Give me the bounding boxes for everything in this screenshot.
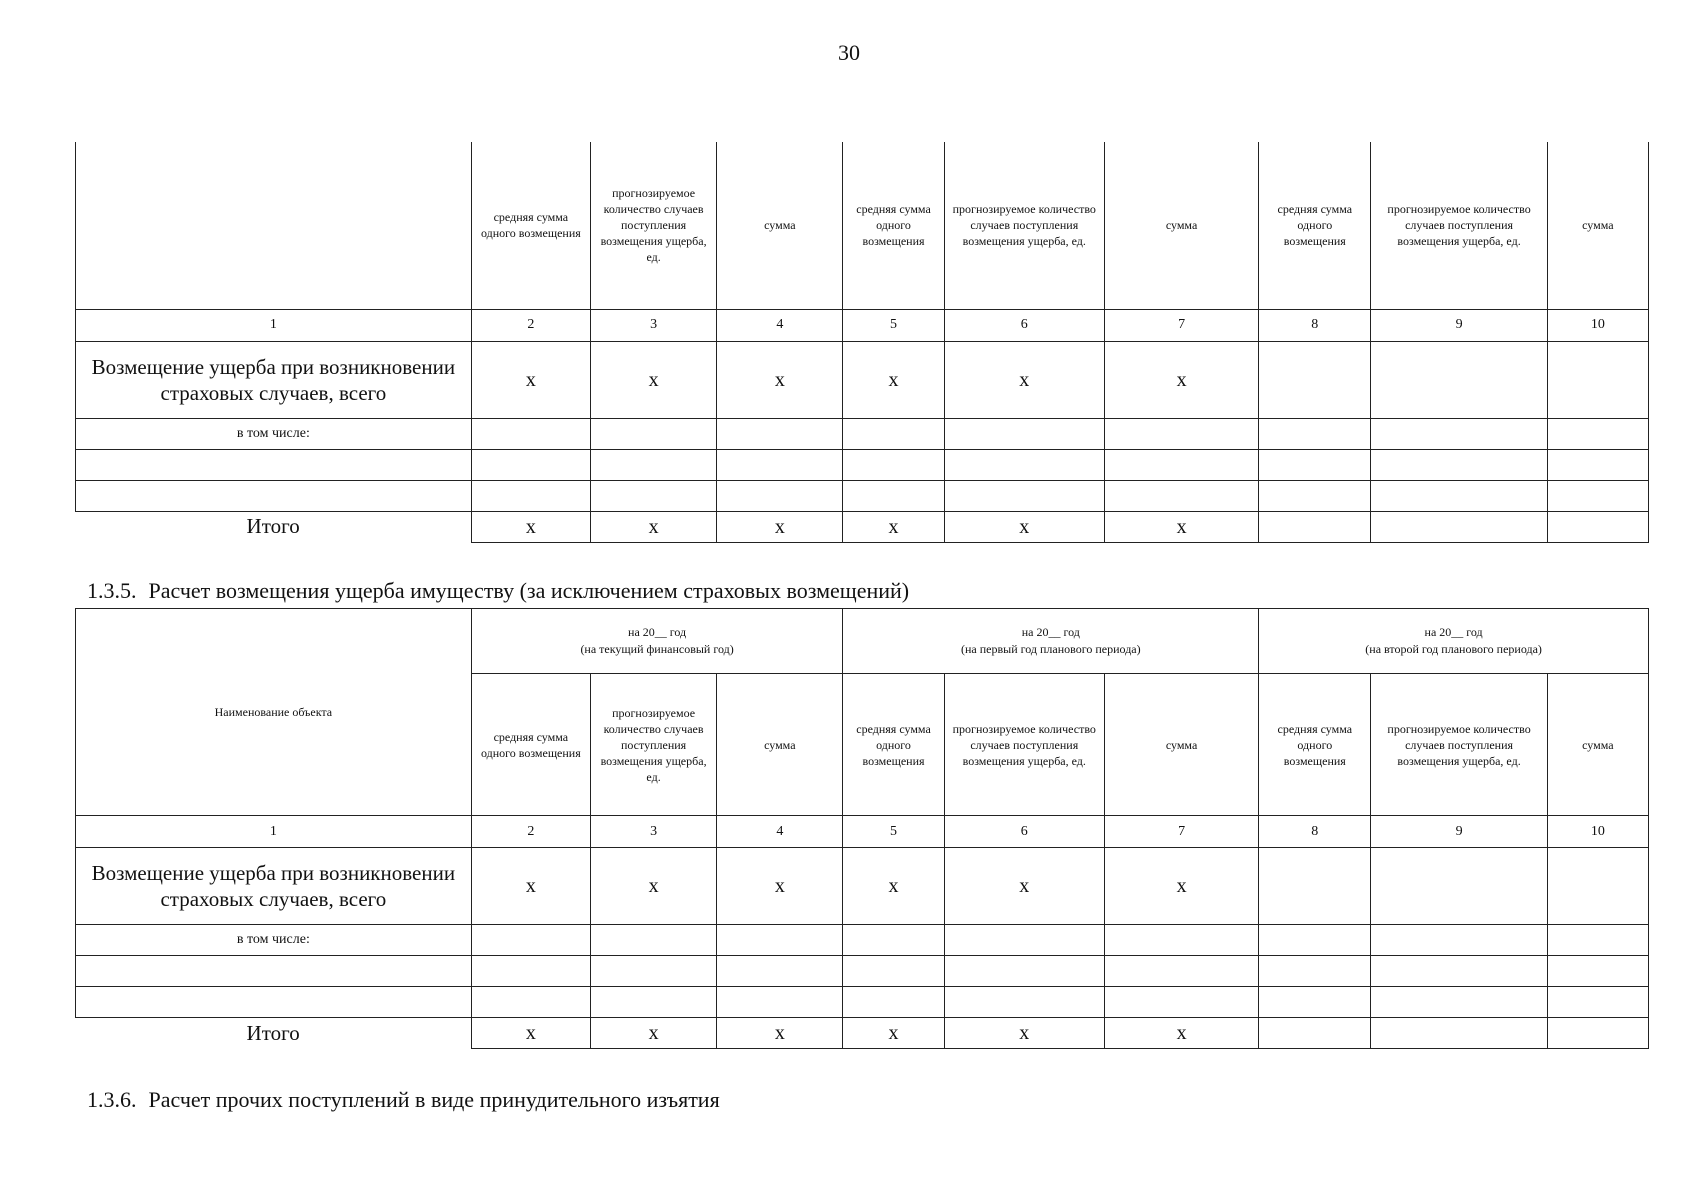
- value-cell: [1547, 848, 1648, 925]
- value-cell: [1259, 511, 1371, 542]
- x-mark: x: [590, 848, 716, 925]
- x-mark: x: [944, 511, 1104, 542]
- column-number: 2: [471, 816, 590, 848]
- value-cell: [1371, 1018, 1547, 1049]
- col-header: средняя сумма одного возмещения: [471, 674, 590, 816]
- value-cell: [1371, 848, 1547, 925]
- x-mark: x: [1104, 511, 1258, 542]
- section-title: Расчет возмещения ущерба имуществу (за исключением страховых возмещений): [148, 578, 910, 603]
- total-label: Итого: [76, 511, 472, 542]
- value-cell: [1259, 848, 1371, 925]
- col-header: прогнозируемое количество случаев поступления возмещения ущерба, ед.: [1371, 142, 1547, 309]
- period-header-row: [76, 609, 1649, 674]
- period-year: на 20__ год: [1021, 625, 1080, 639]
- period-description: (на второй год планового периода): [1365, 642, 1542, 656]
- total-row: [76, 511, 1649, 542]
- page-number: 30: [838, 40, 860, 65]
- value-cell: [1547, 1018, 1648, 1049]
- including-label: в том числе:: [76, 418, 472, 449]
- column-number: 7: [1104, 309, 1258, 341]
- column-number: 4: [717, 309, 843, 341]
- col-header: прогнозируемое количество случаев поступления возмещения ущерба, ед.: [590, 142, 716, 309]
- col-header: сумма: [1547, 142, 1648, 309]
- column-number: 5: [843, 816, 944, 848]
- section-number: 1.3.5.: [87, 578, 137, 603]
- column-number: 2: [471, 309, 590, 341]
- total-label: Итого: [76, 1018, 472, 1049]
- period-group-second-plan: [1259, 609, 1649, 674]
- column-number: 7: [1104, 816, 1258, 848]
- column-number: 6: [944, 309, 1104, 341]
- section-title: Расчет прочих поступлений в виде принудительного изъятия: [148, 1087, 720, 1112]
- x-mark: x: [1104, 341, 1258, 418]
- x-mark: x: [590, 341, 716, 418]
- empty-row: [76, 956, 1649, 987]
- damage-compensation-table-continued: [75, 142, 1649, 543]
- x-mark: x: [944, 848, 1104, 925]
- period-year: на 20__ год: [1424, 625, 1483, 639]
- period-group-first-plan: [843, 609, 1259, 674]
- x-mark: x: [843, 1018, 944, 1049]
- col-header: прогнозируемое количество случаев поступления возмещения ущерба, ед.: [590, 674, 716, 816]
- x-mark: x: [717, 341, 843, 418]
- value-cell: [1371, 511, 1547, 542]
- value-cell: [1547, 341, 1648, 418]
- col-header: сумма: [717, 674, 843, 816]
- section-number: 1.3.6.: [87, 1087, 137, 1112]
- column-number: 5: [843, 309, 944, 341]
- value-cell: [1371, 341, 1547, 418]
- x-mark: x: [471, 848, 590, 925]
- x-mark: x: [717, 511, 843, 542]
- main-row: [76, 848, 1649, 925]
- x-mark: x: [471, 511, 590, 542]
- x-mark: x: [1104, 848, 1258, 925]
- x-mark: x: [590, 1018, 716, 1049]
- main-row: [76, 341, 1649, 418]
- x-mark: x: [590, 511, 716, 542]
- column-number: 1: [76, 309, 472, 341]
- column-number: 1: [76, 816, 472, 848]
- empty-row: [76, 449, 1649, 480]
- x-mark: x: [944, 341, 1104, 418]
- col-header: средняя сумма одного возмещения: [843, 142, 944, 309]
- x-mark: x: [717, 1018, 843, 1049]
- empty-row: [76, 480, 1649, 511]
- including-row: [76, 418, 1649, 449]
- column-header-row: [76, 142, 1649, 309]
- section-heading-1-3-5: [87, 578, 909, 604]
- empty-row: [76, 987, 1649, 1018]
- value-cell: [1547, 511, 1648, 542]
- col-header: прогнозируемое количество случаев поступления возмещения ущерба, ед.: [1371, 674, 1547, 816]
- column-number: 9: [1371, 309, 1547, 341]
- column-number: 6: [944, 816, 1104, 848]
- x-mark: x: [717, 848, 843, 925]
- value-cell: [1259, 1018, 1371, 1049]
- period-group-current: [471, 609, 843, 674]
- column-number: 10: [1547, 309, 1648, 341]
- column-number-row: [76, 816, 1649, 848]
- col-header: сумма: [1547, 674, 1648, 816]
- row-title: Возмещение ущерба при возникновении страховых случаев, всего: [76, 848, 472, 925]
- x-mark: x: [944, 1018, 1104, 1049]
- col-header: прогнозируемое количество случаев поступления возмещения ущерба, ед.: [944, 674, 1104, 816]
- including-label: в том числе:: [76, 925, 472, 956]
- col-header: прогнозируемое количество случаев поступления возмещения ущерба, ед.: [944, 142, 1104, 309]
- column-number: 4: [717, 816, 843, 848]
- including-row: [76, 925, 1649, 956]
- value-cell: [1259, 341, 1371, 418]
- object-name-header: Наименование объекта: [76, 609, 472, 816]
- x-mark: x: [471, 341, 590, 418]
- row-title: Возмещение ущерба при возникновении страховых случаев, всего: [76, 341, 472, 418]
- period-description: (на текущий финансовый год): [580, 642, 734, 656]
- total-row: [76, 1018, 1649, 1049]
- col-header: сумма: [1104, 142, 1258, 309]
- column-number: 9: [1371, 816, 1547, 848]
- column-number-row: [76, 309, 1649, 341]
- col-header: сумма: [1104, 674, 1258, 816]
- column-number: 10: [1547, 816, 1648, 848]
- x-mark: x: [471, 1018, 590, 1049]
- column-number: 3: [590, 816, 716, 848]
- col-header: средняя сумма одного возмещения: [1259, 674, 1371, 816]
- property-damage-compensation-table: [75, 608, 1649, 1049]
- col-header: средняя сумма одного возмещения: [843, 674, 944, 816]
- x-mark: x: [1104, 1018, 1258, 1049]
- section-heading-1-3-6: [87, 1087, 720, 1113]
- header-empty-cell: [76, 142, 472, 309]
- period-year: на 20__ год: [628, 625, 687, 639]
- x-mark: x: [843, 511, 944, 542]
- column-number: 8: [1259, 816, 1371, 848]
- column-number: 3: [590, 309, 716, 341]
- column-number: 8: [1259, 309, 1371, 341]
- x-mark: x: [843, 848, 944, 925]
- col-header: средняя сумма одного возмещения: [471, 142, 590, 309]
- col-header: сумма: [717, 142, 843, 309]
- col-header: средняя сумма одного возмещения: [1259, 142, 1371, 309]
- x-mark: x: [843, 341, 944, 418]
- period-description: (на первый год планового периода): [960, 642, 1141, 656]
